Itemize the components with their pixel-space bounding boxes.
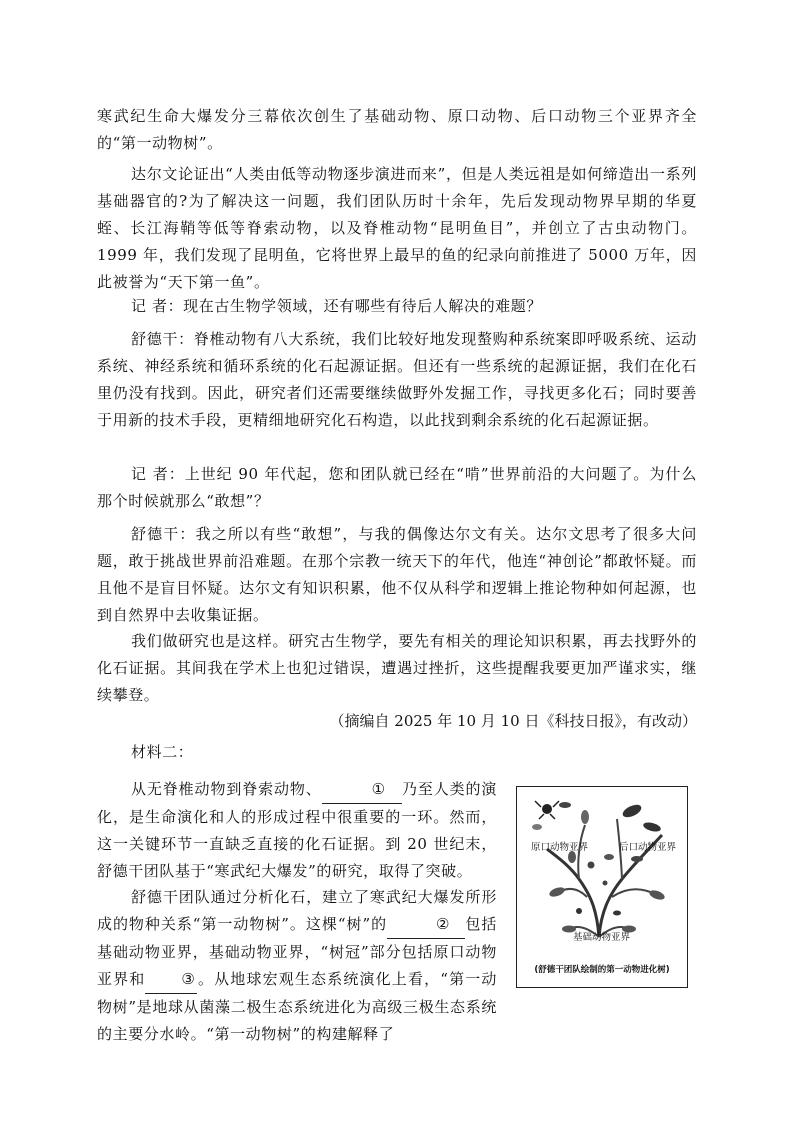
animal-evolution-tree-figure [516,786,688,988]
text-segment: 。从地球宏观生态系统演化上看，“第一动物树”是地球从菌藻二极生态系统进化为高级三极生态系统的主要分水岭。“第一动物树”的构建解释了 [97,970,497,1043]
label-deuterostome-subkingdom: 后口动物亚界 [619,842,677,853]
tree-illustration [517,787,687,987]
paragraph-reporter-q1: 记 者：现在古生物学领域，还有哪些有待后人解决的难题？ [131,297,542,315]
paragraph-answer-darwin: 舒德干：我之所以有些“敢想”，与我的偶像达尔文有关。达尔文思考了很多大问题，敢于挑战世界前沿难题。在那个宗教一统天下的年代，他连“神创论”都敢怀疑。而且他不是盲目怀疑。达尔文有知识积累，他不仅从科学和逻辑上推论物种如何起源，也到自然界中去收集证据。 [97,525,697,624]
material-two-paragraph-2 [97,884,497,1048]
fill-blank-2[interactable]: ② [387,911,465,939]
paragraph-research-attitude: 我们做研究也是这样。研究古生物学，要先有相关的理论知识积累，再去找野外的化石证据。其间我在学术上也犯过错误，遭遇过挫折，这些提醒我要更加严谨求实，继续攀登。 [97,632,697,704]
text-segment: 舒德干团队通过分析化石，建立了寒武纪大爆发所形成的物种关系“第一动物树”。这棵“树”的 [97,888,497,933]
paragraph-reporter-q2: 记 者：上世纪 90 年代起，您和团队就已经在“啃”世界前沿的大问题了。为什么那个时候就那么“敢想”？ [97,465,697,510]
paragraph-darwin-research: 达尔文论证出“人类由低等动物逐步演进而来”，但是人类远祖是如何缔造出一系列基础器官的?为了解决这一问题，我们团队历时十余年，先后发现动物界早期的华夏蛭、长江海鞘等低等脊索动物，以及脊椎动物“昆明鱼目”，并创立了古虫动物门。1999 年，我们发现了昆明鱼，它将世界上最早的鱼的纪录向前推进了 5000 万年，因此被誉为“天下第一鱼”。 [97,165,697,291]
material-two-paragraph-1 [97,776,497,885]
text-segment: 从无脊椎动物到脊索动物、 [131,780,322,798]
text-segment: 乃至人类的演化，是生命演化和人的形成过程中很重要的一环。然而，这一关键环节一直缺乏直接的化石证据。到 20 世纪末，舒德干团队基于“寒武纪大爆发”的研究，取得了突破。 [97,780,498,880]
label-protostome-subkingdom: 原口动物亚界 [531,842,589,853]
label-basal-animal-subkingdom: 基础动物亚界 [573,932,631,943]
paragraph-intro: 寒武纪生命大爆发分三幕依次创生了基础动物、原口动物、后口动物三个亚界齐全的“第一动物树”。 [97,107,697,152]
figure-caption: (舒德干团队绘制的第一动物进化树) [534,965,670,975]
fill-blank-3[interactable]: ③ [145,966,197,994]
paragraph-answer-systems: 舒德干：脊椎动物有八大系统，我们比较好地发现螯购种系统案即呼吸系统、运动系统、神经系统和循环系统的化石起源证据。但还有一些系统的起源证据，我们在化石里仍没有找到。因此，研究者们还需要继续做野外发掘工作，寻找更多化石；同时要善于用新的技术手段，更精细地研究化石构造，以此找到剩余系统的化石起源证据。 [97,330,697,429]
source-citation: （摘编自 2025 年 10 月 10 日《科技日报》，有改动） [329,712,697,730]
text-segment: 包括基础动物亚界，基础动物亚界，“树冠”部分包括原口动物亚界和 [97,915,497,988]
material-two-heading: 材料二： [131,743,194,761]
fill-blank-1[interactable]: ① [322,776,402,804]
